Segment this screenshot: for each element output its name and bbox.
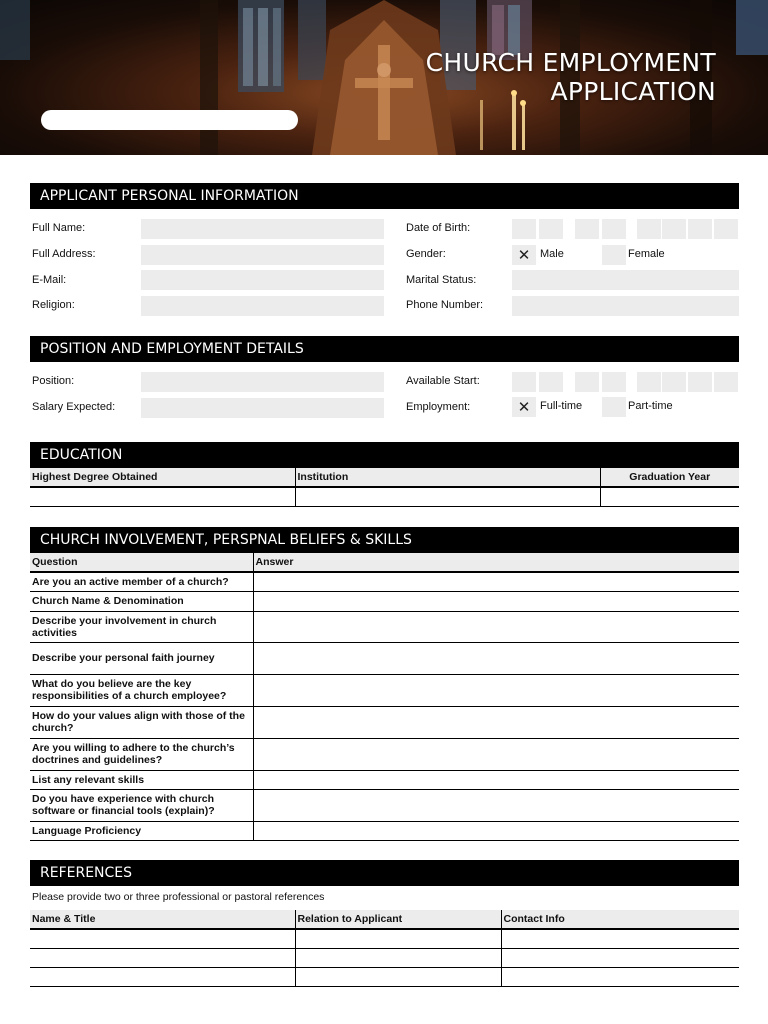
references-table [30, 910, 739, 987]
full-address-field[interactable] [141, 245, 384, 265]
gender-male-label: Male [540, 248, 564, 260]
table-row [30, 611, 739, 642]
employment-label: Employment: [406, 401, 471, 413]
degree-cell[interactable] [30, 487, 295, 506]
full-address-label: Full Address: [32, 248, 96, 260]
religion-label: Religion: [32, 299, 75, 311]
start-digit-field[interactable] [637, 372, 661, 392]
ref-relation-cell[interactable] [295, 967, 501, 986]
answer-cell[interactable] [253, 572, 739, 591]
employment-parttime-label: Part-time [628, 400, 673, 412]
phone-field[interactable] [512, 296, 739, 316]
col-header-degree: Highest Degree Obtained [30, 468, 295, 487]
email-label: E-Mail: [32, 274, 67, 286]
dob-digit-field[interactable] [688, 219, 712, 239]
education-table [30, 468, 739, 507]
start-digit-field[interactable] [539, 372, 563, 392]
start-digit-field[interactable] [714, 372, 738, 392]
answer-cell[interactable] [253, 674, 739, 706]
question-cell: Do you have experience with church software or financial tools (explain)? [30, 789, 253, 821]
dob-digit-field[interactable] [714, 219, 738, 239]
section-header-position: POSITION AND EMPLOYMENT DETAILS [30, 336, 739, 362]
col-header-answer: Answer [253, 553, 739, 572]
full-name-field[interactable] [141, 219, 384, 239]
gender-female-label: Female [628, 248, 665, 260]
dob-digit-field[interactable] [539, 219, 563, 239]
title-line-1: CHURCH EMPLOYMENT [425, 48, 716, 77]
table-row [30, 487, 739, 506]
employment-parttime-checkbox[interactable] [602, 397, 626, 417]
start-digit-field[interactable] [662, 372, 686, 392]
gender-male-checkbox[interactable] [512, 245, 536, 265]
table-row [30, 789, 739, 821]
ref-contact-cell[interactable] [501, 967, 739, 986]
table-header-row [30, 468, 739, 487]
checkmark-x-icon: ✕ [517, 247, 531, 264]
dob-digit-field[interactable] [602, 219, 626, 239]
question-cell: List any relevant skills [30, 770, 253, 789]
question-cell: Are you an active member of a church? [30, 572, 253, 591]
answer-cell[interactable] [253, 611, 739, 642]
question-cell: What do you believe are the key responsibilities of a church employee? [30, 674, 253, 706]
question-cell: Language Proficiency [30, 821, 253, 840]
table-row [30, 929, 739, 948]
start-digit-field[interactable] [575, 372, 599, 392]
salary-field[interactable] [141, 398, 384, 418]
section-header-involvement: CHURCH INVOLVEMENT, PERSPNAL BELIEFS & SKILLS [30, 527, 739, 553]
involvement-table [30, 553, 739, 841]
section-header-personal: APPLICANT PERSONAL INFORMATION [30, 183, 739, 209]
religion-field[interactable] [141, 296, 384, 316]
section-header-education: EDUCATION [30, 442, 739, 468]
col-header-graduation-year: Graduation Year [600, 468, 739, 487]
start-digit-field[interactable] [512, 372, 536, 392]
table-row [30, 642, 739, 674]
table-row [30, 948, 739, 967]
header-input-bar[interactable] [41, 110, 298, 130]
answer-cell[interactable] [253, 642, 739, 674]
dob-digit-field[interactable] [662, 219, 686, 239]
table-row [30, 591, 739, 611]
table-header-row [30, 553, 739, 572]
salary-label: Salary Expected: [32, 401, 116, 413]
start-digit-field[interactable] [602, 372, 626, 392]
employment-fulltime-label: Full-time [540, 400, 583, 412]
answer-cell[interactable] [253, 706, 739, 738]
phone-label: Phone Number: [406, 299, 484, 311]
answer-cell[interactable] [253, 591, 739, 611]
ref-name-cell[interactable] [30, 967, 295, 986]
table-row [30, 738, 739, 770]
marital-status-label: Marital Status: [406, 274, 477, 286]
start-digit-field[interactable] [688, 372, 712, 392]
checkmark-x-icon: ✕ [517, 399, 531, 416]
ref-relation-cell[interactable] [295, 929, 501, 948]
dob-digit-field[interactable] [575, 219, 599, 239]
col-header-institution: Institution [295, 468, 600, 487]
table-row [30, 967, 739, 986]
table-row [30, 706, 739, 738]
ref-contact-cell[interactable] [501, 929, 739, 948]
col-header-name-title: Name & Title [30, 910, 295, 929]
table-header-row [30, 910, 739, 929]
position-label: Position: [32, 375, 75, 387]
answer-cell[interactable] [253, 789, 739, 821]
col-header-question: Question [30, 553, 253, 572]
table-row [30, 674, 739, 706]
question-cell: Are you willing to adhere to the church’s doctrines and guidelines? [30, 738, 253, 770]
ref-name-cell[interactable] [30, 948, 295, 967]
available-start-label: Available Start: [406, 375, 480, 387]
header-banner [0, 0, 768, 155]
table-row [30, 770, 739, 789]
col-header-contact: Contact Info [501, 910, 739, 929]
title-line-2: APPLICATION [550, 77, 716, 106]
question-cell: Describe your personal faith journey [30, 642, 253, 674]
ref-relation-cell[interactable] [295, 948, 501, 967]
question-cell: Describe your involvement in church activities [30, 611, 253, 642]
answer-cell[interactable] [253, 738, 739, 770]
dob-digit-field[interactable] [637, 219, 661, 239]
marital-status-field[interactable] [512, 270, 739, 290]
table-row [30, 572, 739, 591]
question-cell: Church Name & Denomination [30, 591, 253, 611]
col-header-relation: Relation to Applicant [295, 910, 501, 929]
question-cell: How do your values align with those of the church? [30, 706, 253, 738]
answer-cell[interactable] [253, 770, 739, 789]
page-title [426, 48, 716, 106]
position-field[interactable] [141, 372, 384, 392]
section-header-references: REFERENCES [30, 860, 739, 886]
ref-name-cell[interactable] [30, 929, 295, 948]
graduation-year-cell[interactable] [600, 487, 739, 506]
references-note: Please provide two or three professional or pastoral references [32, 891, 325, 903]
full-name-label: Full Name: [32, 222, 86, 234]
dob-label: Date of Birth: [406, 222, 471, 234]
ref-contact-cell[interactable] [501, 948, 739, 967]
institution-cell[interactable] [295, 487, 600, 506]
employment-fulltime-checkbox[interactable] [512, 397, 536, 417]
email-field[interactable] [141, 270, 384, 290]
table-row [30, 821, 739, 840]
answer-cell[interactable] [253, 821, 739, 840]
gender-label: Gender: [406, 248, 446, 260]
gender-female-checkbox[interactable] [602, 245, 626, 265]
dob-digit-field[interactable] [512, 219, 536, 239]
